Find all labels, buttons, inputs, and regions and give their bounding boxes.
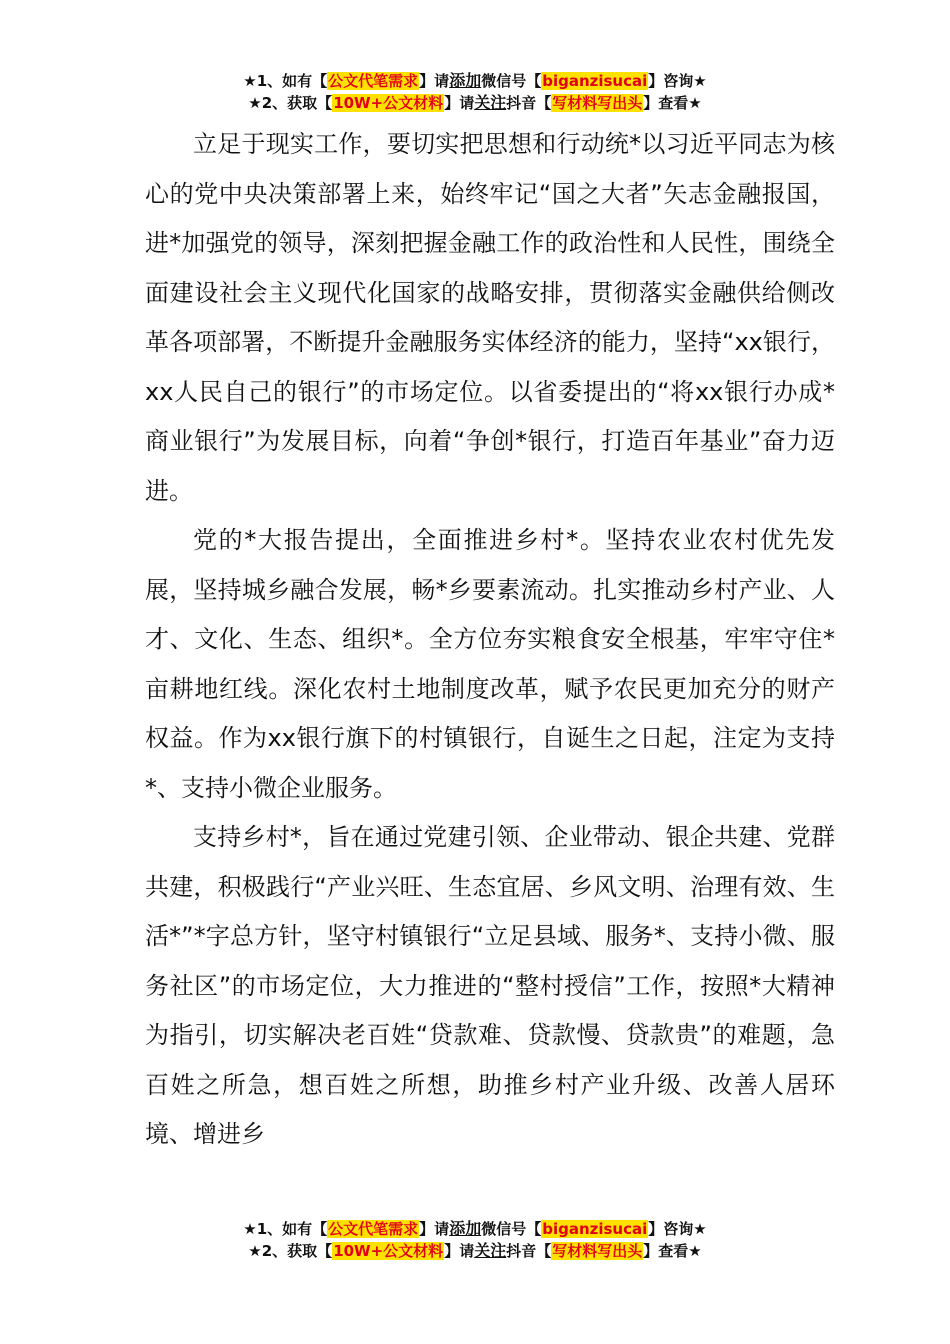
top-banner: [0, 70, 950, 114]
highlight-douyin: 写材料写出头: [552, 94, 643, 112]
highlight-douyin: 写材料写出头: [552, 1242, 643, 1260]
highlight-ghostwriting: 公文代笔需求: [328, 72, 419, 90]
banner-line-2: ★2、获取【10W+公文材料】请关注抖音【写材料写出头】查看★: [248, 1241, 702, 1260]
highlight-materials: 10W+公文材料: [333, 1242, 444, 1260]
highlight-materials: 10W+公文材料: [333, 94, 444, 112]
banner-line-1: ★1、如有【公文代笔需求】请添加微信号【biganzisucai】咨询★: [243, 1219, 707, 1238]
highlight-ghostwriting: 公文代笔需求: [328, 1220, 419, 1238]
highlight-wechat-id: biganzisucai: [542, 72, 648, 90]
document-body: [145, 120, 835, 1160]
paragraph-2: 党的*大报告提出，全面推进乡村*。坚持农业农村优先发展，坚持城乡融合发展，畅*乡要素流动。扎实推动乡村产业、人才、文化、生态、组织*。全方位夯实粮食安全根基，牢牢守住*亩耕地红线。深化农村土地制度改革，赋予农民更加充分的财产权益。作为xx银行旗下的村镇银行，自诞生之日起，注定为支持*、支持小微企业服务。: [145, 526, 835, 802]
highlight-wechat-id: biganzisucai: [542, 1220, 648, 1238]
banner-line-1: ★1、如有【公文代笔需求】请添加微信号【biganzisucai】咨询★: [243, 71, 707, 90]
banner-line-2: ★2、获取【10W+公文材料】请关注抖音【写材料写出头】查看★: [248, 93, 702, 112]
bottom-banner: [0, 1218, 950, 1262]
paragraph-3: 支持乡村*，旨在通过党建引领、企业带动、银企共建、党群共建，积极践行“产业兴旺、生态宜居、乡风文明、治理有效、生活*”*字总方针，坚守村镇银行“立足县域、服务*、支持小微、服务社区”的市场定位，大力推进的“整村授信”工作，按照*大精神为指引，切实解决老百姓“贷款难、贷款慢、贷款贵”的难题，急百姓之所急，想百姓之所想，助推乡村产业升级、改善人居环境、增进乡: [145, 823, 835, 1148]
paragraph-1: 立足于现实工作，要切实把思想和行动统*以习近平同志为核心的党中央决策部署上来，始终牢记“国之大者”矢志金融报国，进*加强党的领导，深刻把握金融工作的政治性和人民性，围绕全面建设社会主义现代化国家的战略安排，贯彻落实金融供给侧改革各项部署，不断提升金融服务实体经济的能力，坚持“xx银行，xx人民自己的银行”的市场定位。以省委提出的“将xx银行办成*商业银行”为发展目标，向着“争创*银行，打造百年基业”奋力迈进。: [145, 130, 835, 505]
